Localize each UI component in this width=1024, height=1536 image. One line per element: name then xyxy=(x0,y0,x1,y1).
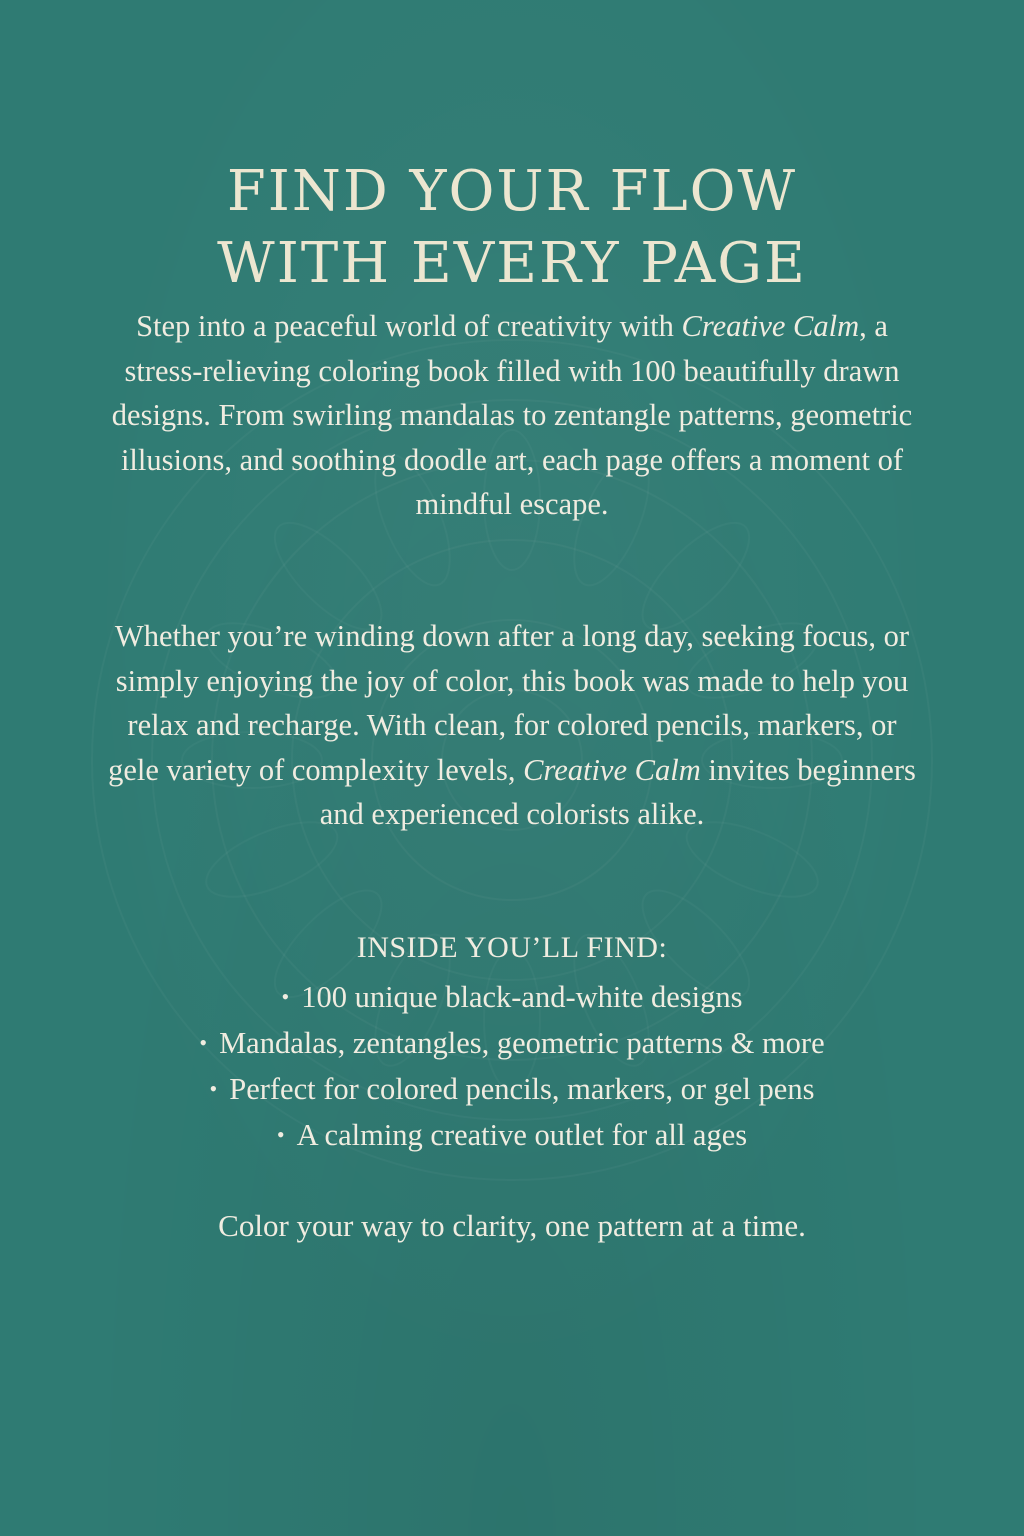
second-text-end: invites beginners and experienced colorists alike. xyxy=(319,752,916,831)
list-item-text: 100 unique black-and-white designs xyxy=(301,980,743,1014)
second-text-start: Whether you’re winding down after a long day, seeking focus, or simply enjoying the joy of color, this book was made to help you relax and recharge. With clean, for colored pencils, markers, or gele variety of complexity levels, xyxy=(108,619,910,787)
bullet-icon: • xyxy=(199,1030,208,1055)
list-item-text: Perfect for colored pencils, markers, or gel pens xyxy=(229,1072,815,1106)
features-list xyxy=(0,974,1024,1158)
title-line-2: WITH EVERY PAGE xyxy=(217,230,807,296)
list-item-text: Mandalas, zentangles, geometric patterns & more xyxy=(219,1026,825,1060)
inside-heading: INSIDE YOU’LL FIND: xyxy=(356,931,668,964)
page-title xyxy=(0,156,1024,300)
title-line-1: FIND YOUR FLOW xyxy=(226,158,798,224)
bullet-icon: • xyxy=(209,1076,218,1101)
intro-text-start: Step into a peaceful world of creativity with xyxy=(136,309,682,343)
list-item xyxy=(0,1066,1024,1112)
list-item xyxy=(0,1020,1024,1066)
bullet-icon: • xyxy=(281,984,290,1009)
second-paragraph xyxy=(100,614,924,837)
list-item-text: A calming creative outlet for all ages xyxy=(296,1118,748,1152)
closing-tagline: Color your way to clarity, one pattern at a time. xyxy=(218,1208,806,1243)
intro-text-end: , a stress-relieving coloring book filled with 100 beautifully drawn designs. From swirling mandalas to zentangle patterns, geometric illusions, and soothing doodle art, each page offers a moment of mindful escape. xyxy=(111,309,913,521)
intro-book-title: Creative Calm xyxy=(681,309,860,343)
second-book-title: Creative Calm xyxy=(523,752,701,787)
bullet-icon: • xyxy=(276,1122,285,1147)
intro-paragraph xyxy=(100,304,924,527)
list-item xyxy=(0,974,1024,1020)
list-item xyxy=(0,1112,1024,1158)
